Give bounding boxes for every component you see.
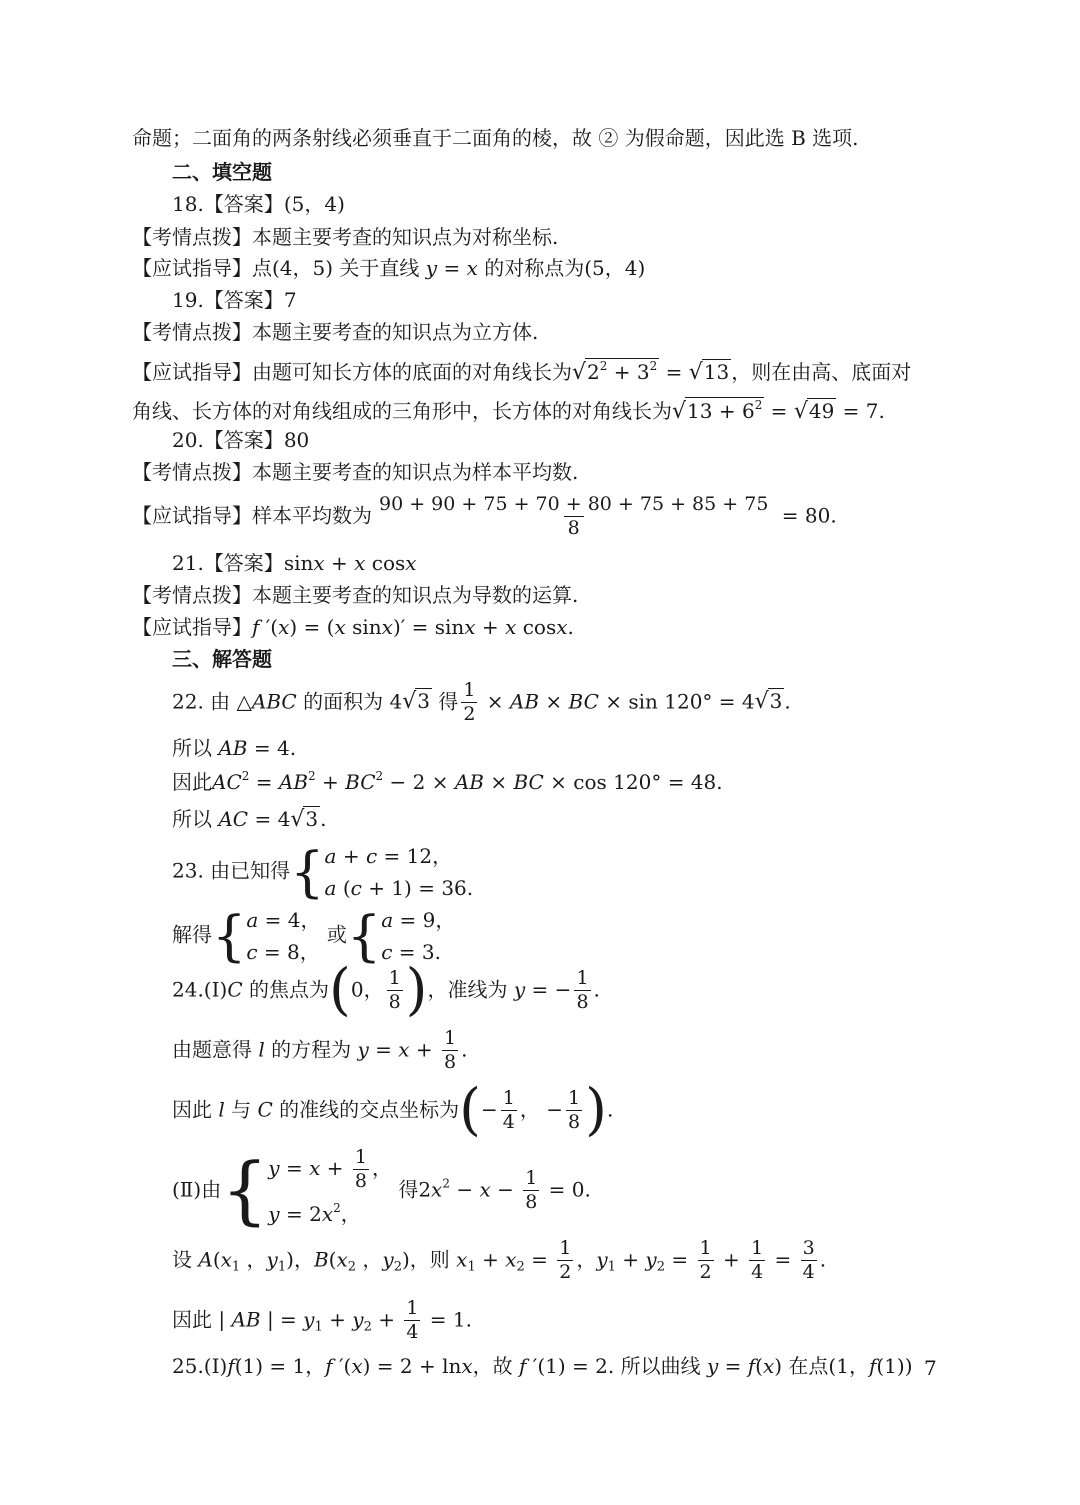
section-heading-fill-in: 二、填空题 (172, 160, 272, 184)
q18-guide: 【应试指导】点(4，5) 关于直线 y = x 的对称点为(5，4) (132, 256, 646, 280)
q21-guide: 【应试指导】f ′(x) = (x sinx)′ = sinx + x cosx. (132, 615, 574, 639)
q18-answer: 18.【答案】(5，4) (172, 192, 345, 216)
q20-guide: 【应试指导】样本平均数为 $\frac{90 + 90 + 75 + 70 + 80 + 75 + 85 + 75}{8}$ = 80. (132, 493, 837, 539)
q22-line2: 所以 AB = 4. (172, 736, 297, 760)
q24-part2: (Ⅱ)由{ y = x + $\frac{1}{8}$ ， $y = 2x^2$， 得$2x^2 - x$ − $\frac{1}{8}$ = 0. (172, 1145, 591, 1234)
q24-line1: 24.(Ⅰ)C 的焦点为(0， $\frac{1}{8}$ )，准线为 y = − $\frac{1}{8}$ . (172, 957, 600, 1023)
q23-solution: 解得{ a = 4， c = 8， 或{ a = 9， c = 3. (172, 904, 456, 968)
q20-kaoqing: 【考情点拨】本题主要考查的知识点为样本平均数. (132, 460, 579, 484)
q19-guide-line1: 【应试指导】由题可知长方体的底面的对角线长为$√2^2 + 3^2 = √13$ ，则在由高、底面对 (132, 359, 912, 385)
section-heading-solve: 三、解答题 (172, 647, 272, 671)
q24-line3: 因此 l 与 C 的准线的交点坐标为(− $\frac{1}{4}$ ， − $\frac{1}{8}$ ). (172, 1077, 614, 1143)
page-number: 7 (924, 1356, 937, 1380)
q19-answer: 19.【答案】7 (172, 288, 297, 312)
q22-line4: 所以 AC = 4√3 . (172, 807, 327, 832)
q20-answer: 20.【答案】80 (172, 428, 310, 452)
q23-system: 23. 由已知得{ a + c = 12， a (c + 1) = 36. (172, 840, 474, 904)
q24-line5: 设 $A(x_1$ ，$y_1$)，$B(x_2$ ，$y_2$)，则 $x_1 + x_2$ = $\frac{1}{2}$ ，$y_1 + y_2$ = $\frac{1}{2}$ + $\frac{1}{4}$ = $\frac{3}{4}$ . (172, 1237, 827, 1283)
q22-line1: 22. 由 △ABC 的面积为 4√3 得 $\frac{1}{2}$ × AB × BC × sin 120° = 4√3 . (172, 679, 791, 725)
q24-line2: 由题意得 l 的方程为 y = x + $\frac{1}{8}$ . (172, 1027, 468, 1073)
line-continuation: 命题；二面角的两条射线必须垂直于二面角的棱，故 ② 为假命题，因此选 B 选项. (132, 126, 859, 150)
q22-line3: 因此$AC^2 = AB^2 + BC^2 - 2$ × AB × BC × cos 120° = 48. (172, 769, 723, 794)
q19-guide-line2: 角线、长方体的对角线组成的三角形中，长方体的对角线长为$√13 + 6^2 = √49 = 7$. (132, 398, 885, 424)
q24-line6: 因此 | AB | = $y_1 + y_2$ + $\frac{1}{4}$ = 1. (172, 1297, 472, 1343)
q21-kaoqing: 【考情点拨】本题主要考查的知识点为导数的运算. (132, 583, 579, 607)
q21-answer: 21.【答案】sinx + x cosx (172, 551, 417, 575)
q18-kaoqing: 【考情点拨】本题主要考查的知识点为对称坐标. (132, 225, 559, 249)
q19-kaoqing: 【考情点拨】本题主要考查的知识点为立方体. (132, 320, 539, 344)
q25-line1: 25.(Ⅰ)f(1) = 1，f ′(x) = 2 + lnx，故 f ′(1) = 2. 所以曲线 y = f(x) 在点(1，f(1)) (172, 1354, 913, 1378)
